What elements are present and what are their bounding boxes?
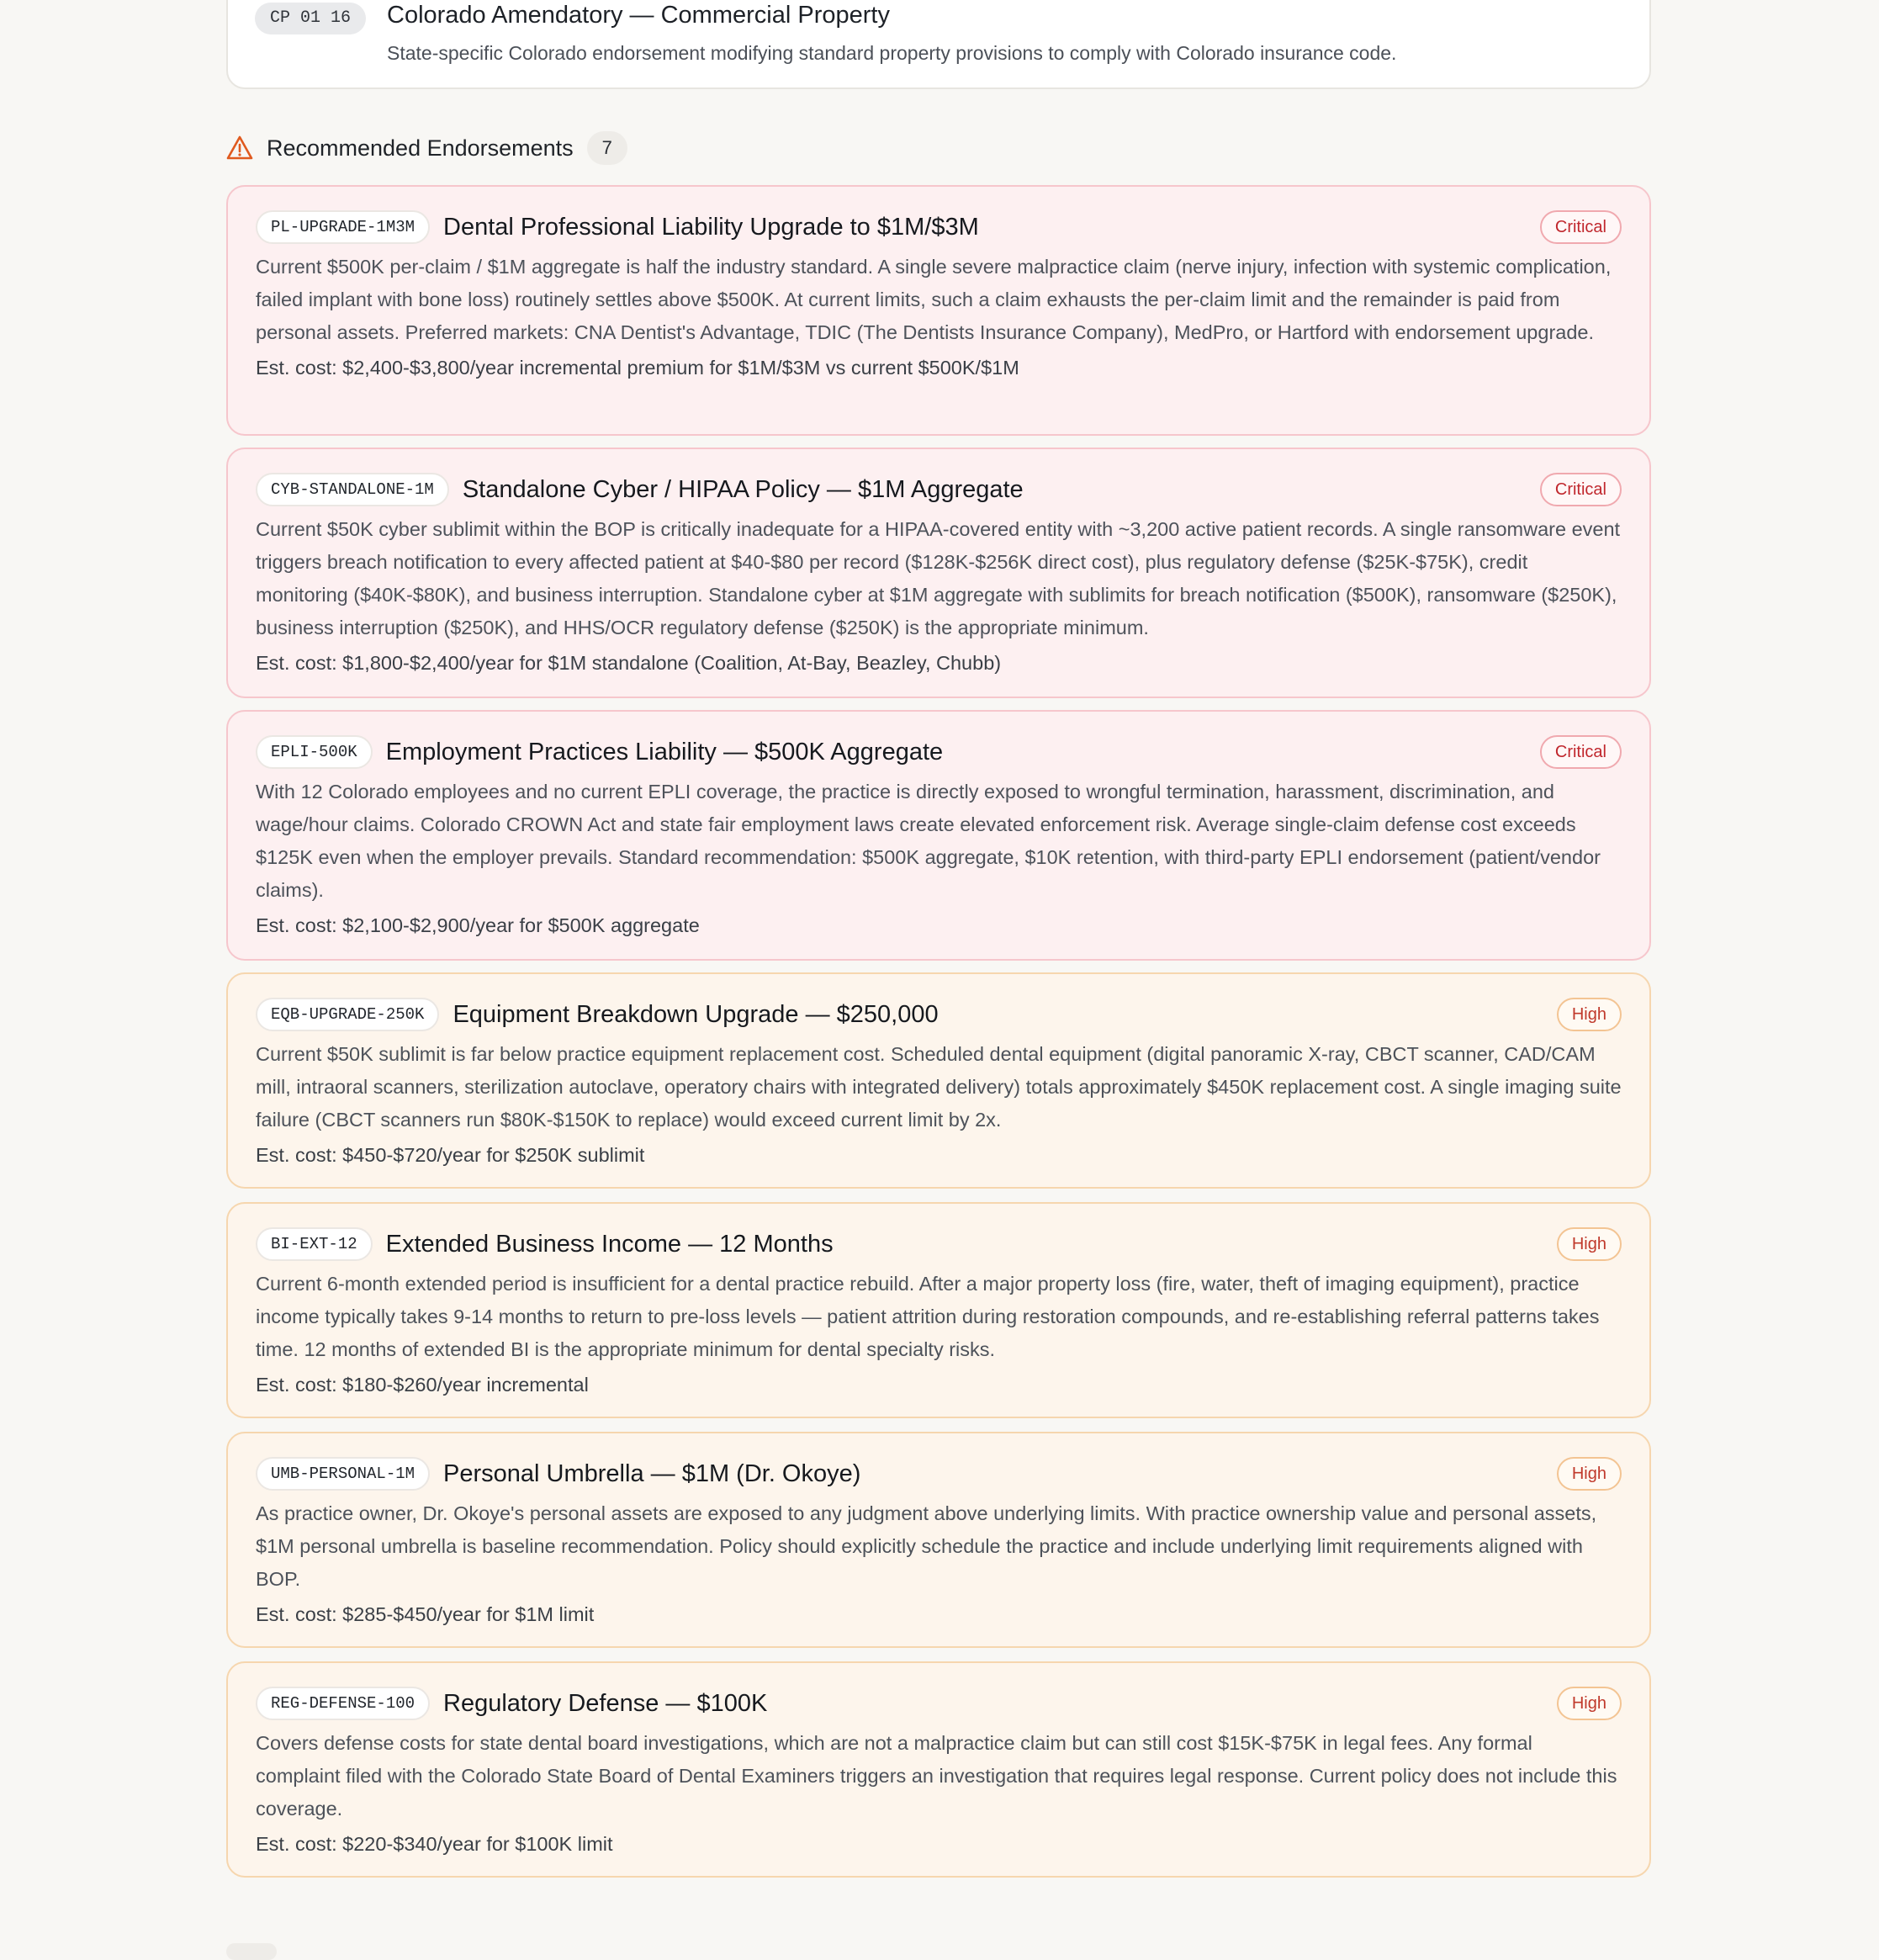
recommendation-card [226,448,1651,698]
severity-badge: Critical [1540,210,1622,244]
recommendation-header [256,1687,1622,1720]
section-title: Recommended Endorsements [267,135,574,161]
recommendation-description: Current $50K cyber sublimit within the BOP is critically inadequate for a HIPAA-covered entity with ~3,200 active patient records. A single ransomware event triggers breach notification to every affected patient at $40-$80 per record ($128K-$256K direct cost), plus regulatory defense ($25K-$75K), credit monitoring ($40K-$80K), and business interruption. Standalone cyber at $1M aggregate with sublimits for breach notification ($500K), ransomware ($250K), business interruption ($250K), and HHS/OCR regulatory defense ($250K) is the appropriate minimum. [256,518,1621,638]
existing-endorsement-card [226,0,1651,89]
estimated-cost: Est. cost: $2,100-$2,900/year for $500K aggregate [256,914,700,936]
recommendation-card [226,710,1651,961]
severity-badge: High [1557,1457,1622,1491]
recommended-endorsements-header [226,130,627,167]
endorsement-title: Colorado Amendatory — Commercial Property [387,2,890,29]
recommendation-title: Regulatory Defense — $100K [443,1689,768,1717]
estimated-cost: Est. cost: $450-$720/year for $250K sublimit [256,1144,645,1166]
severity-badge: High [1557,1227,1622,1261]
recommendation-card [226,185,1651,436]
recommendation-code-badge: REG-DEFENSE-100 [256,1687,430,1720]
recommendation-card [226,1202,1651,1418]
severity-badge: High [1557,998,1622,1031]
recommendation-code-badge: BI-EXT-12 [256,1227,373,1261]
severity-badge: Critical [1540,473,1622,506]
recommendation-card [226,1432,1651,1648]
recommendation-title: Extended Business Income — 12 Months [385,1230,834,1258]
recommendation-header [256,473,1622,506]
recommendation-header [256,735,1622,769]
recommendation-title: Personal Umbrella — $1M (Dr. Okoye) [443,1459,861,1487]
recommendation-title: Dental Professional Liability Upgrade to $1M/$3M [443,213,979,241]
recommendation-header [256,1457,1622,1491]
endorsement-description: State-specific Colorado endorsement modifying standard property provisions to comply with Colorado insurance code. [387,42,1397,64]
recommendation-description: Current $50K sublimit is far below practice equipment replacement cost. Scheduled dental equipment (digital panoramic X-ray, CBCT scanner, CAD/CAM mill, intraoral scanners, sterilization autoclave, operatory chairs with integrated delivery) totals approximately $450K replacement cost. A single imaging suite failure (CBCT scanners run $80K-$150K to replace) would exceed current limit by 2x. [256,1043,1622,1131]
recommendation-code-badge: CYB-STANDALONE-1M [256,473,449,506]
warning-triangle-icon [226,135,253,162]
recommendation-code-badge: EQB-UPGRADE-250K [256,998,439,1031]
recommendation-title: Employment Practices Liability — $500K Aggregate [385,738,944,765]
severity-badge: High [1557,1687,1622,1720]
recommendation-description: With 12 Colorado employees and no current EPLI coverage, the practice is directly exposed to wrongful termination, harassment, discrimination, and wage/hour claims. Colorado CROWN Act and state fair employment laws create elevated enforcement risk. Average single-claim defense cost exceeds $125K even when the employer prevails. Standard recommendation: $500K aggregate, $10K retention, with third-party EPLI endorsement (patient/vendor claims). [256,781,1601,901]
recommendation-header [256,210,1622,244]
estimated-cost: Est. cost: $180-$260/year incremental [256,1374,589,1396]
recommendation-card [226,972,1651,1189]
recommendation-description: Current 6-month extended period is insufficient for a dental practice rebuild. After a major property loss (fire, water, theft of imaging equipment), practice income typically takes 9-14 months to return to pre-loss levels — patient attrition during restoration compounds, and re-establishing referral patterns takes time. 12 months of extended BI is the appropriate minimum for dental specialty risks. [256,1273,1600,1360]
estimated-cost: Est. cost: $220-$340/year for $100K limit [256,1833,613,1855]
next-section-stub [226,1943,277,1960]
recommendation-code-badge: UMB-PERSONAL-1M [256,1457,430,1491]
recommendation-description: As practice owner, Dr. Okoye's personal assets are exposed to any judgment above underlying limits. With practice ownership value and personal assets, $1M personal umbrella is baseline recommendation. Policy should explicitly schedule the practice and include underlying limit requirements aligned with BOP. [256,1502,1597,1590]
recommendation-code-badge: EPLI-500K [256,735,373,769]
estimated-cost: Est. cost: $1,800-$2,400/year for $1M standalone (Coalition, At-Bay, Beazley, Chubb) [256,652,1002,674]
recommendation-description: Covers defense costs for state dental board investigations, which are not a malpractice claim but can still cost $15K-$75K in legal fees. Any formal complaint filed with the Colorado State Board of Dental Examiners triggers an investigation that requires legal response. Current policy does not include this coverage. [256,1732,1617,1820]
estimated-cost: Est. cost: $2,400-$3,800/year incremental premium for $1M/$3M vs current $500K/$1M [256,357,1019,379]
count-badge: 7 [587,131,627,165]
recommendation-header [256,998,1622,1031]
recommendation-title: Standalone Cyber / HIPAA Policy — $1M Aggregate [462,475,1024,503]
endorsement-code-badge: CP 01 16 [255,3,366,34]
recommendation-description: Current $500K per-claim / $1M aggregate is half the industry standard. A single severe malpractice claim (nerve injury, infection with systemic complication, failed implant with bone loss) routinely settles above $500K. At current limits, such a claim exhausts the per-claim limit and the remainder is paid from personal assets. Preferred markets: CNA Dentist's Advantage, TDIC (The Dentists Insurance Company), MedPro, or Hartford with endorsement upgrade. [256,256,1612,343]
severity-badge: Critical [1540,735,1622,769]
recommendation-code-badge: PL-UPGRADE-1M3M [256,210,430,244]
recommendation-title: Equipment Breakdown Upgrade — $250,000 [453,1000,939,1028]
recommendation-header [256,1227,1622,1261]
recommendation-card [226,1661,1651,1878]
estimated-cost: Est. cost: $285-$450/year for $1M limit [256,1603,595,1625]
